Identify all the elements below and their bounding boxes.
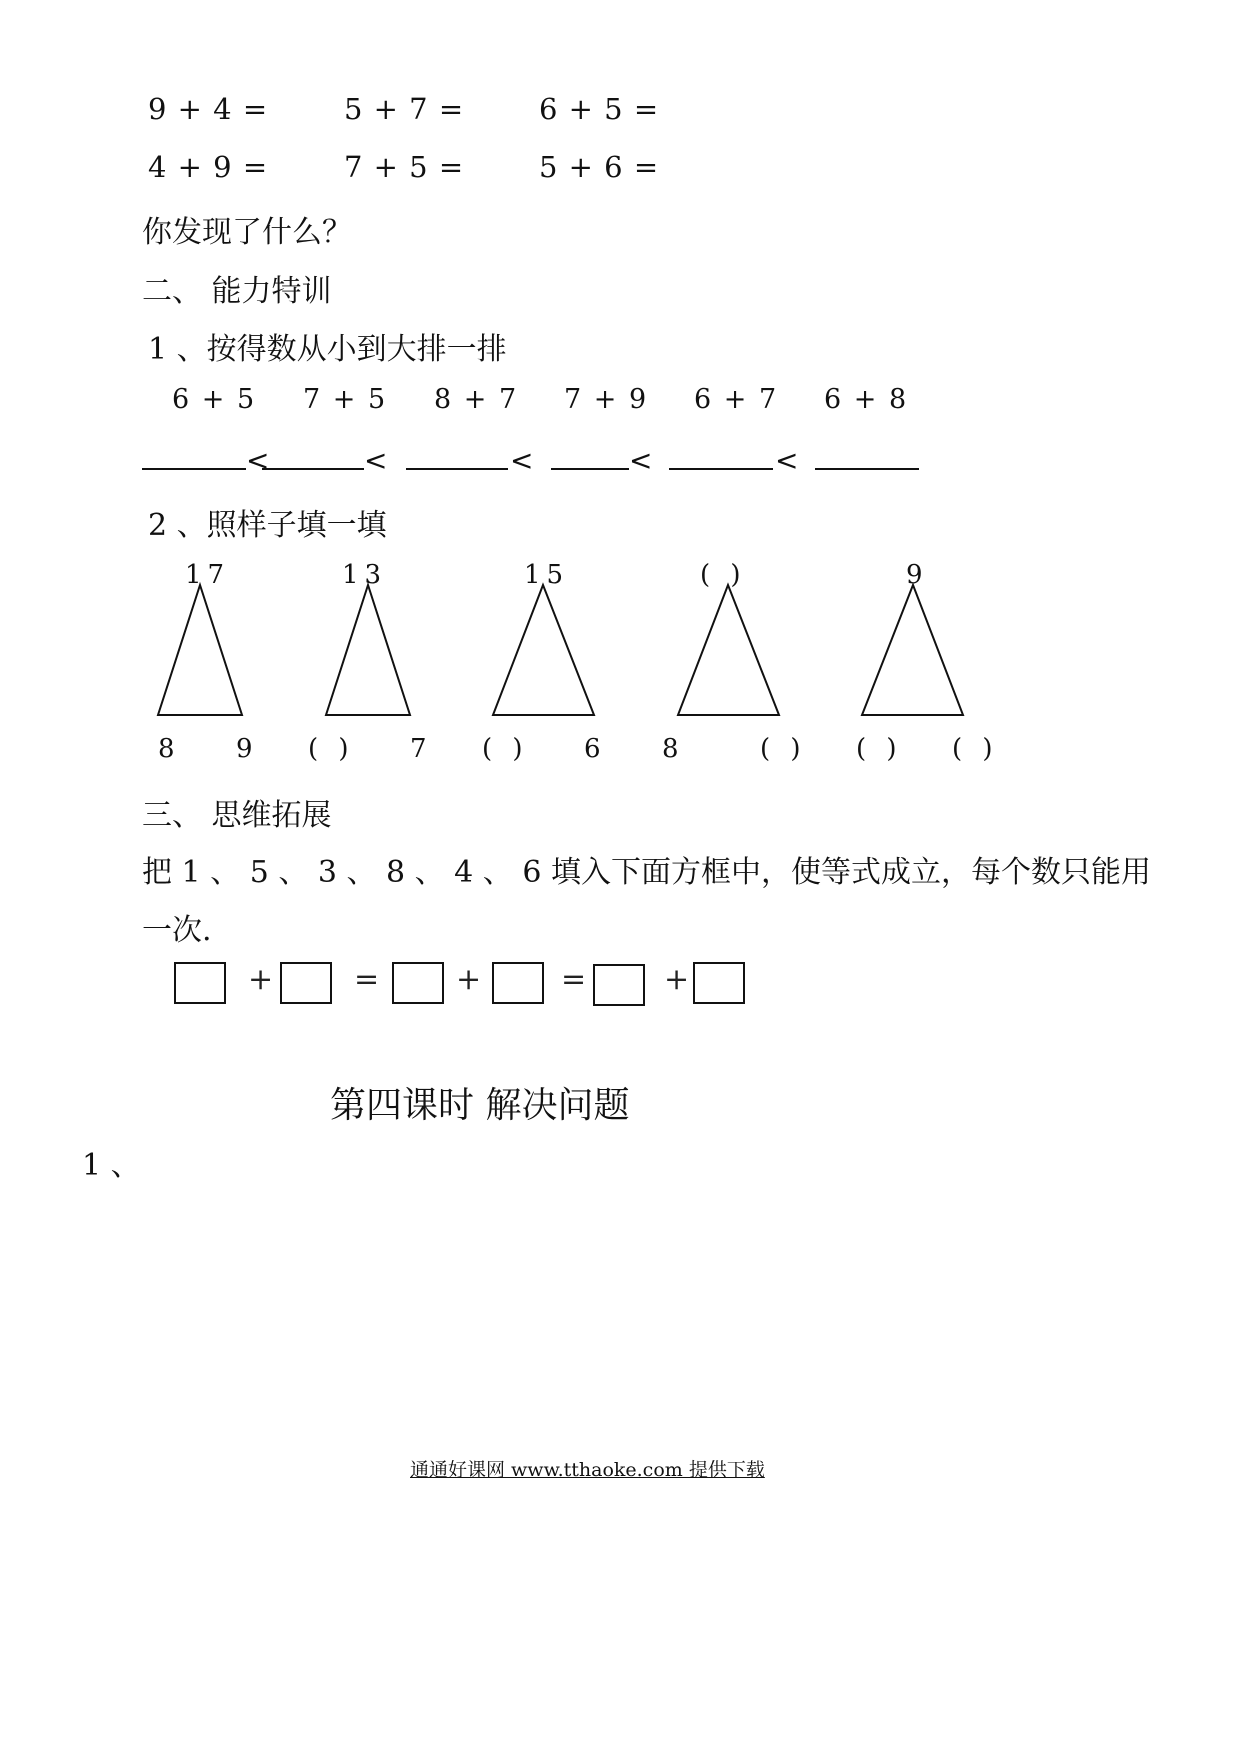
answer-box-3[interactable] xyxy=(392,962,444,1004)
plus-sign: + xyxy=(456,962,482,997)
triangle-1-top: 17 xyxy=(185,560,231,590)
triangle-3-left[interactable]: ( ) xyxy=(482,734,529,764)
triangle-1-right: 9 xyxy=(236,734,259,764)
triangle-2-top: 13 xyxy=(342,560,388,590)
triangle-1 xyxy=(158,585,242,715)
answer-box-1[interactable] xyxy=(174,962,226,1004)
triangle-1-left: 8 xyxy=(158,734,181,764)
lesson-item-1: 1 、 xyxy=(82,1148,141,1183)
triangle-4-top[interactable]: ( ) xyxy=(700,560,747,590)
footer-credit[interactable]: 通通好课网 www.tthaoke.com 提供下载 xyxy=(410,1459,765,1481)
triangle-5-top: 9 xyxy=(906,560,929,590)
equation-2-2: 7 + 5 = xyxy=(344,150,465,184)
sum-2: 7 + 5 xyxy=(303,384,388,415)
sum-6: 6 + 8 xyxy=(824,384,909,415)
sum-5: 6 + 7 xyxy=(694,384,779,415)
question-text: 你发现了什么？ xyxy=(142,215,352,250)
plus-sign: + xyxy=(248,962,274,997)
triangle-2-right: 7 xyxy=(410,734,433,764)
triangle-4-right[interactable]: ( ) xyxy=(760,734,807,764)
triangle-5-left[interactable]: ( ) xyxy=(856,734,903,764)
answer-box-4[interactable] xyxy=(492,962,544,1004)
less-than-sign: < xyxy=(629,444,653,477)
task-2-label: 2 、照样子填一填 xyxy=(148,508,387,543)
triangle-2 xyxy=(326,585,410,715)
triangle-2-left[interactable]: ( ) xyxy=(308,734,355,764)
less-than-sign: < xyxy=(246,444,270,477)
sum-1: 6 + 5 xyxy=(172,384,257,415)
triangle-5-right[interactable]: ( ) xyxy=(952,734,999,764)
triangle-4-left: 8 xyxy=(662,734,685,764)
equation-2-1: 4 + 9 = xyxy=(148,150,269,184)
equation-1-3: 6 + 5 = xyxy=(539,92,660,126)
plus-sign: + xyxy=(664,962,690,997)
answer-box-6[interactable] xyxy=(693,962,745,1004)
less-than-sign: < xyxy=(364,444,388,477)
triangle-3-right: 6 xyxy=(584,734,607,764)
lesson-title: 第四课时 解决问题 xyxy=(330,1085,630,1126)
section-3-instruction-cont: 一次. xyxy=(142,913,212,948)
equals-sign: = xyxy=(561,962,587,997)
section-3-heading: 三、 思维拓展 xyxy=(142,798,332,833)
triangle-4 xyxy=(678,585,779,715)
section-3-instruction: 把 1 、 5 、 3 、 8 、 4 、 6 填入下面方框中，使等式成立，每个数只能用 xyxy=(142,855,1151,890)
less-than-sign: < xyxy=(510,444,534,477)
answer-box-5[interactable] xyxy=(593,964,645,1006)
equals-sign: = xyxy=(354,962,380,997)
triangle-3 xyxy=(493,585,594,715)
less-than-sign: < xyxy=(775,444,799,477)
equation-2-3: 5 + 6 = xyxy=(539,150,660,184)
equation-1-1: 9 + 4 = xyxy=(148,92,269,126)
equation-1-2: 5 + 7 = xyxy=(344,92,465,126)
triangle-5 xyxy=(862,585,963,715)
answer-box-2[interactable] xyxy=(280,962,332,1004)
sum-3: 8 + 7 xyxy=(434,384,519,415)
task-1-label: 1 、按得数从小到大排一排 xyxy=(148,332,507,367)
triangle-3-top: 15 xyxy=(524,560,570,590)
section-2-heading: 二、 能力特训 xyxy=(142,274,332,309)
sum-4: 7 + 9 xyxy=(564,384,649,415)
